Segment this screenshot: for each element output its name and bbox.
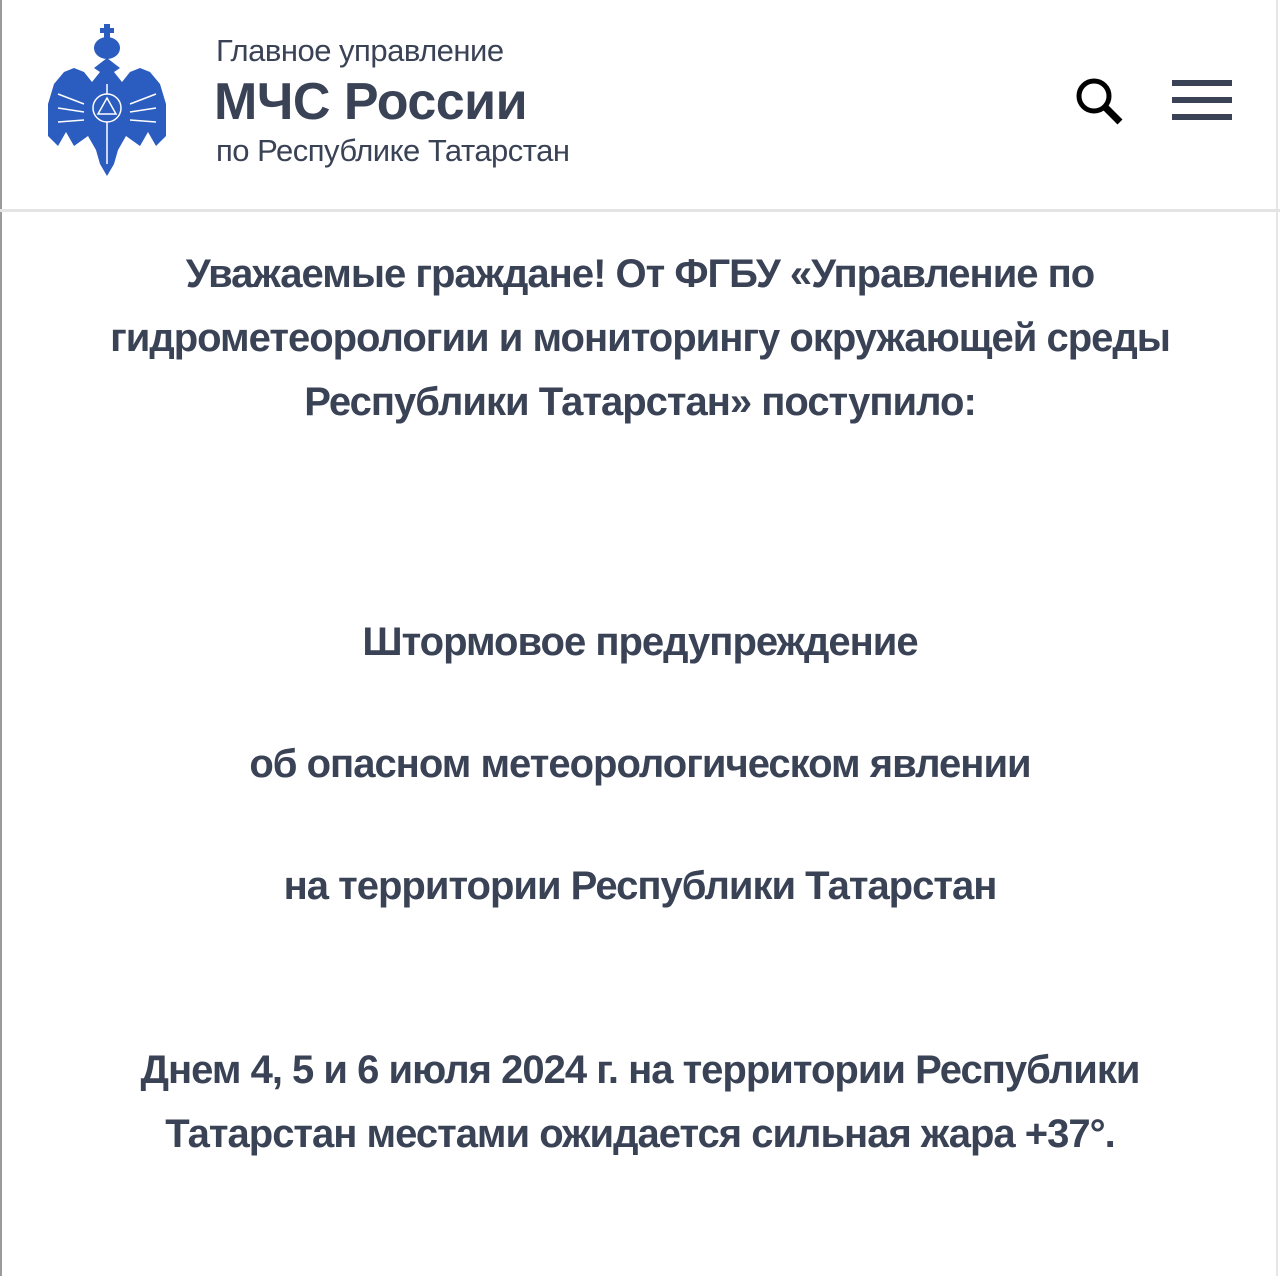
search-icon[interactable] bbox=[1074, 76, 1126, 128]
warning-title: Штормовое предупреждение bbox=[362, 620, 918, 664]
header-title[interactable]: МЧС России bbox=[214, 73, 528, 131]
header-subtitle-bottom: по Республике Татарстан bbox=[216, 133, 570, 168]
warning-body: Днем 4, 5 и 6 июля 2024 г. на территории Республики Татарстан местами ожидается сильная жара +37°. bbox=[140, 1048, 1140, 1156]
site-header bbox=[0, 0, 1280, 212]
warning-region: на территории Республики Татарстан bbox=[283, 864, 997, 908]
header-subtitle-top: Главное управление bbox=[216, 33, 504, 68]
intro-text: Уважаемые граждане! От ФГБУ «Управление по гидрометеорологии и мониторингу окружающей среды Республики Татарстан» поступило: bbox=[110, 252, 1170, 424]
hamburger-menu-icon[interactable] bbox=[1172, 80, 1232, 120]
warning-subtitle: об опасном метеорологическом явлении bbox=[249, 742, 1031, 786]
emblem-eagle-icon[interactable] bbox=[44, 24, 170, 176]
